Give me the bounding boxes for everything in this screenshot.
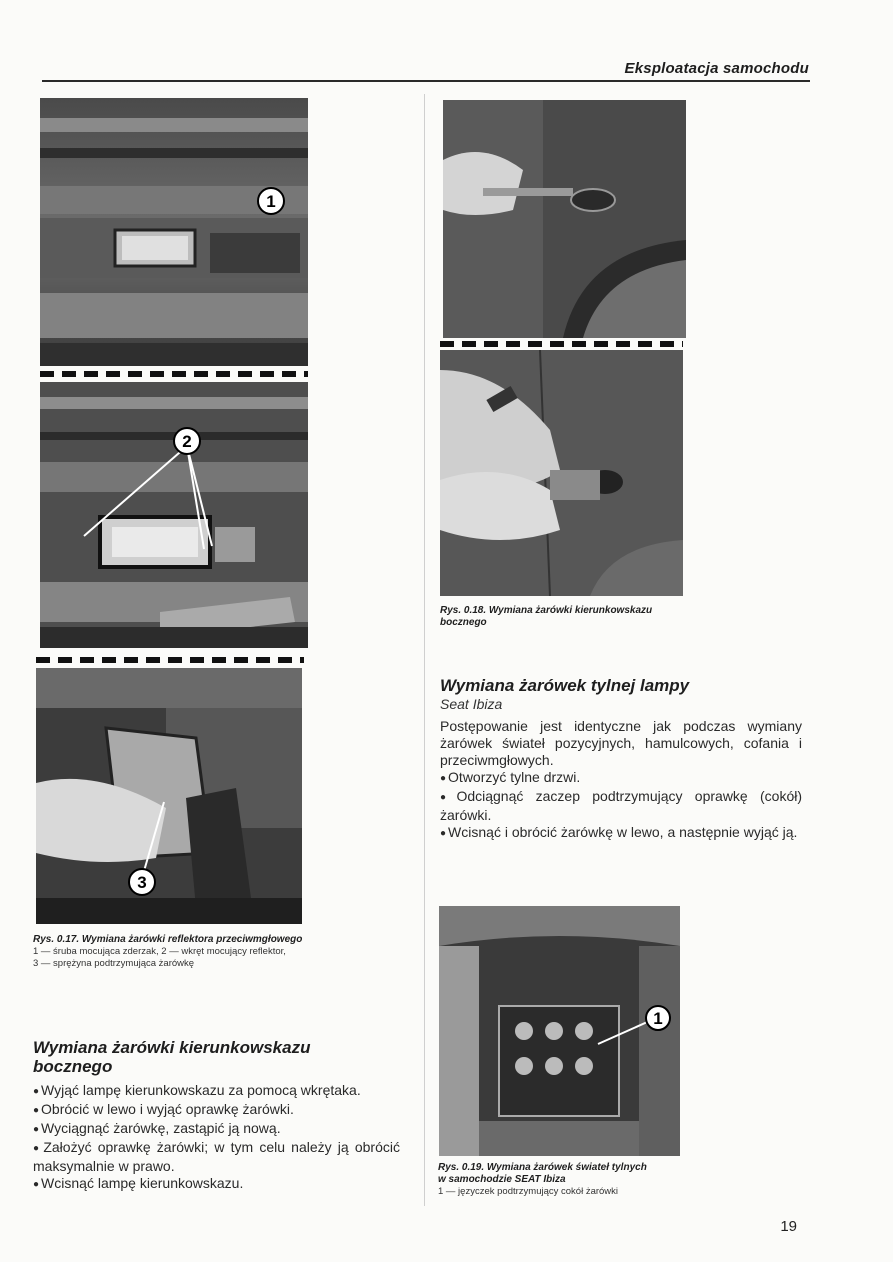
caption-title: Rys. 0.18. Wymiana żarówki kierunkowskazu [440, 605, 653, 616]
separator-dashes [40, 371, 308, 377]
separator-dashes [440, 341, 683, 347]
callout-1-overlay [596, 1004, 674, 1054]
section-side-indicator [33, 1038, 400, 1194]
column-divider [424, 94, 425, 1206]
bullet-item: ● Otworzyć tylne drzwi. [440, 769, 802, 788]
bullet-item: ● Wyjąć lampę kierunkowskazu za pomocą wkrętaka. [33, 1082, 400, 1101]
bullet-item: ● Wcisnąć lampę kierunkowskazu. [33, 1175, 400, 1194]
callout-1-overlay [256, 186, 286, 216]
caption-title: Rys. 0.17. Wymiana żarówki reflektora przeciwmgłowego [33, 934, 303, 945]
bullet-item: ● Wcisnąć i obrócić żarówkę w lewo, a następnie wyjąć ją. [440, 824, 802, 843]
section-title-line: bocznego [33, 1057, 113, 1076]
caption-legend: 1 — języczek podtrzymujący cokół żarówki [438, 1186, 619, 1197]
caption-legend: 1 — śruba mocująca zderzak, 2 — wkręt mocujący reflektor, [33, 946, 286, 957]
figure-019-caption [438, 1162, 808, 1198]
callout-label: 1 [266, 192, 276, 211]
bullet-item: ● Obrócić w lewo i wyjąć oprawkę żarówki. [33, 1101, 400, 1120]
section-title: Wymiana żarówek tylnej lampy [440, 676, 690, 695]
caption-title: w samochodzie SEAT Ibiza [438, 1174, 566, 1185]
section-title [33, 1038, 400, 1076]
callout-label: 3 [137, 873, 147, 892]
photo-side-indicator-removal [443, 100, 686, 338]
running-header: Eksploatacja samochodu [624, 60, 809, 77]
bullet-item: ● Odciągnąć zaczep podtrzymujący oprawkę (cokół) żarówki. [440, 788, 802, 824]
section-title-line: Wymiana żarówki kierunkowskazu [33, 1038, 311, 1057]
page-number: 19 [780, 1218, 797, 1235]
callout-label: 2 [182, 432, 192, 451]
caption-title: bocznego [440, 617, 487, 628]
photo-side-indicator-bulb [440, 350, 683, 596]
header-rule [42, 80, 810, 82]
figure-018-caption [440, 605, 800, 629]
caption-legend: 3 — sprężyna podtrzymująca żarówkę [33, 958, 195, 969]
caption-title: Rys. 0.19. Wymiana żarówek świateł tylnych [438, 1162, 647, 1173]
callout-3-overlay [128, 800, 178, 900]
callout-2-overlay [74, 424, 224, 554]
bullet-item: ● Założyć oprawkę żarówki; w tym celu należy ją obrócić maksymalnie w prawo. [33, 1139, 400, 1175]
callout-label: 1 [653, 1009, 663, 1028]
section-subtitle: Seat Ibiza [440, 696, 503, 712]
figure-017-caption [33, 934, 408, 970]
section-intro: Postępowanie jest identyczne jak podczas wymiany żarówek świateł pozycyjnych, hamulcowych, cofania i przeciwmgłowych. [440, 718, 802, 768]
section-rear-lamp [440, 676, 802, 843]
photo-fog-lamp-bumper [40, 98, 308, 366]
separator-dashes [36, 657, 304, 663]
bullet-item: ● Wyciągnąć żarówkę, zastąpić ją nową. [33, 1120, 400, 1139]
